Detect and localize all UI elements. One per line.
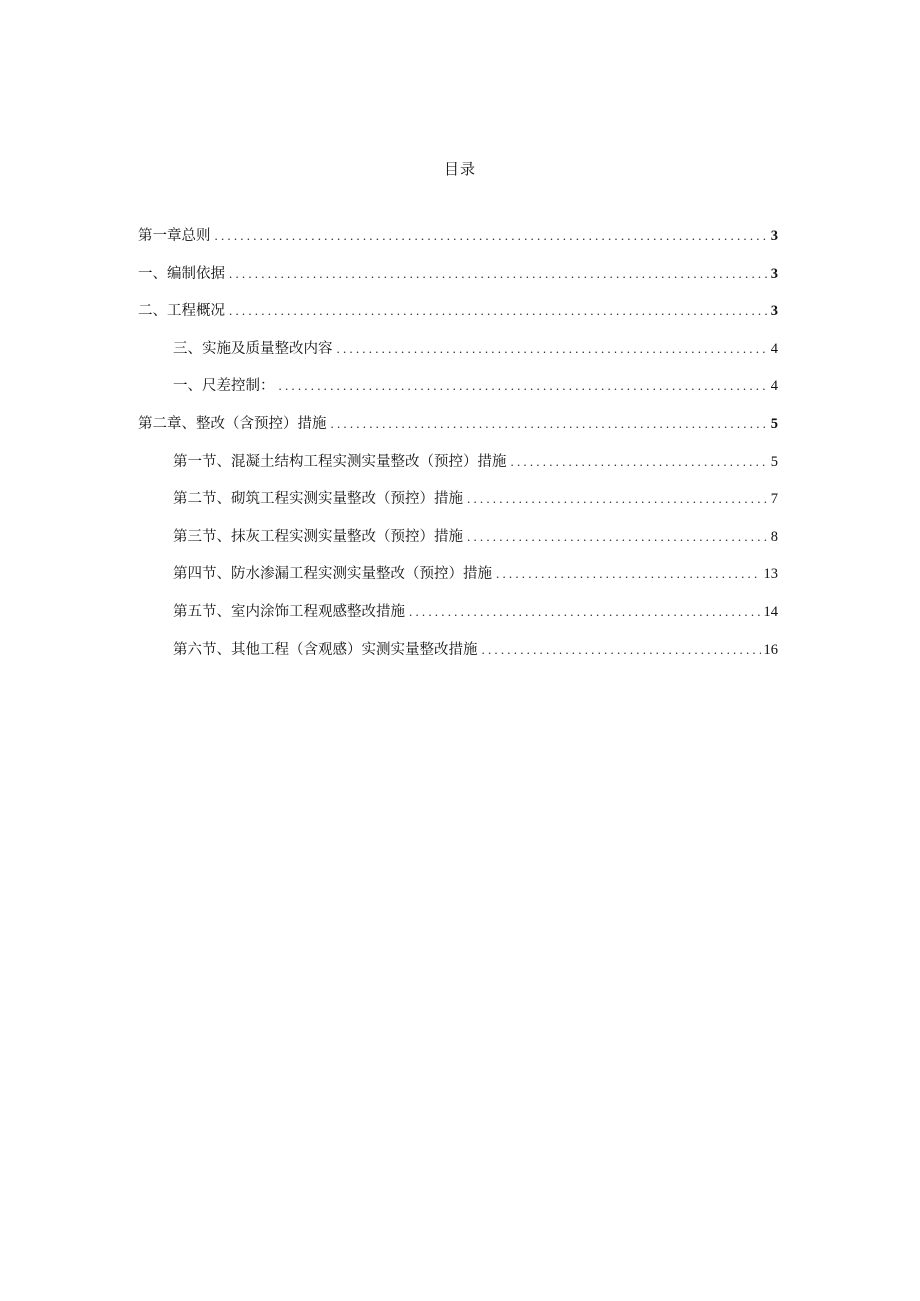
- toc-entry-page: 4: [770, 340, 778, 357]
- toc-entry-page: 7: [770, 491, 778, 508]
- toc-entry-page: 4: [770, 378, 778, 395]
- toc-entry-text: 第四节、防水渗漏工程实测实量整改（预控）措施: [173, 566, 492, 583]
- toc-entry[interactable]: [138, 523, 778, 561]
- toc-dot-leader: [279, 372, 768, 400]
- toc-entry-page: 13: [763, 566, 778, 583]
- toc-list: [138, 222, 778, 673]
- toc-entry-text: 第一章总则: [138, 228, 211, 244]
- toc-dot-leader: [467, 485, 768, 513]
- toc-entry[interactable]: [138, 222, 778, 260]
- toc-entry-page: 5: [770, 415, 778, 432]
- toc-entry[interactable]: [138, 372, 778, 410]
- toc-dot-leader: [496, 560, 761, 588]
- toc-dot-leader: [331, 410, 768, 438]
- toc-entry[interactable]: [138, 598, 778, 636]
- toc-entry-text: 二、工程概况: [138, 303, 225, 320]
- toc-dot-leader: [229, 260, 768, 288]
- toc-entry-text: 第二节、砌筑工程实测实量整改（预控）措施: [173, 491, 463, 508]
- toc-entry-text: 一、尺差控制：: [173, 378, 275, 395]
- toc-entry-page: 3: [770, 265, 778, 282]
- toc-entry-text: 三、实施及质量整改内容: [173, 340, 333, 357]
- toc-entry[interactable]: [138, 448, 778, 486]
- toc-entry-text: 一、编制依据: [138, 265, 225, 282]
- toc-dot-leader: [229, 297, 768, 325]
- toc-title: 目录: [443, 160, 476, 178]
- toc-entry-text: 第一节、混凝土结构工程实测实量整改（预控）措施: [173, 453, 507, 470]
- toc-dot-leader: [337, 335, 768, 363]
- toc-dot-leader: [511, 448, 768, 476]
- toc-dot-leader: [215, 222, 768, 250]
- toc-entry-text: 第六节、其他工程（含观感）实测实量整改措施: [173, 641, 478, 658]
- toc-dot-leader: [482, 636, 761, 664]
- toc-entry-text: 第二章、整改（含预控）措施: [138, 415, 327, 432]
- toc-entry[interactable]: [138, 260, 778, 298]
- toc-dot-leader: [409, 598, 761, 626]
- toc-entry-page: 5: [770, 453, 778, 470]
- toc-entry[interactable]: [138, 410, 778, 448]
- toc-dot-leader: [467, 523, 768, 551]
- toc-entry-page: 14: [763, 603, 778, 620]
- toc-entry[interactable]: [138, 560, 778, 598]
- toc-entry[interactable]: [138, 636, 778, 674]
- toc-entry-text: 第三节、抹灰工程实测实量整改（预控）措施: [173, 528, 463, 545]
- toc-entry-page: 8: [770, 528, 778, 545]
- toc-entry-page: 3: [770, 303, 778, 320]
- toc-entry-page: 3: [770, 228, 778, 244]
- toc-entry[interactable]: [138, 335, 778, 373]
- toc-entry[interactable]: [138, 485, 778, 523]
- toc-entry-page: 16: [763, 641, 778, 658]
- toc-entry[interactable]: [138, 297, 778, 335]
- toc-entry-text: 第五节、室内涂饰工程观感整改措施: [173, 603, 405, 620]
